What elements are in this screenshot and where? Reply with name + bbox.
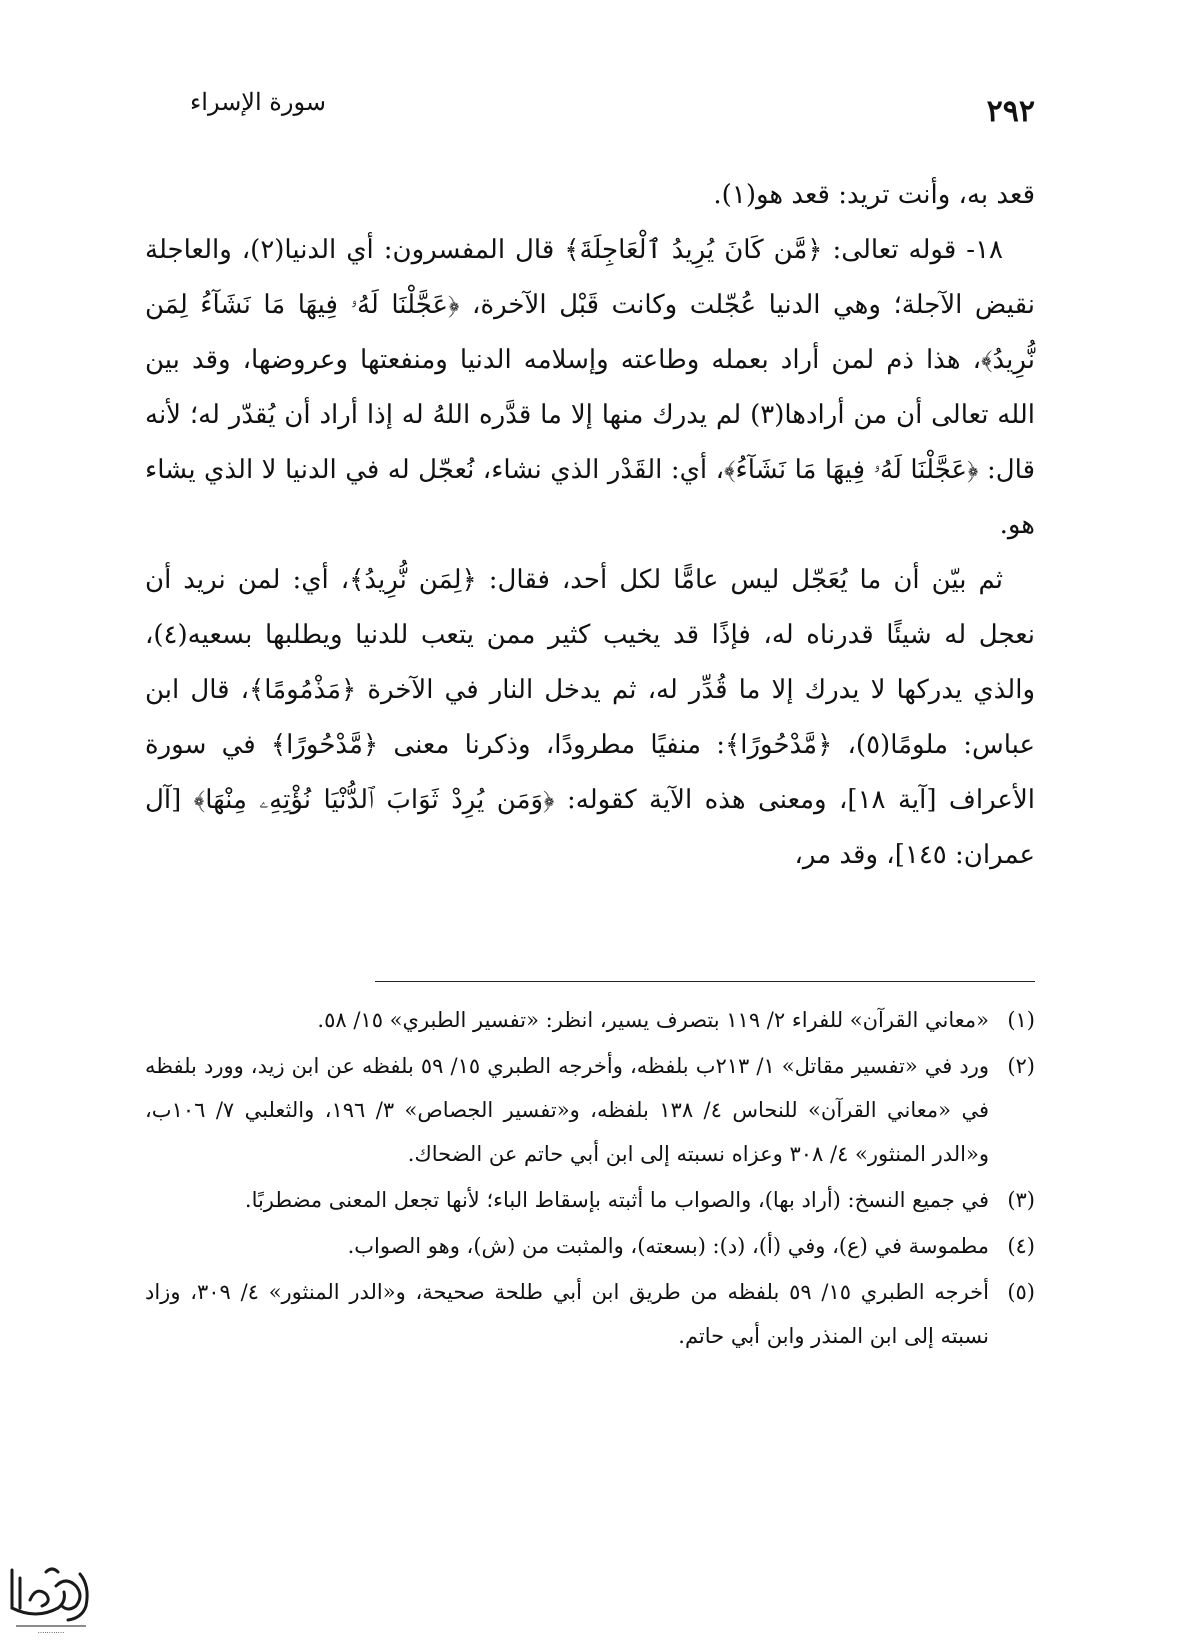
footnote: [145, 1044, 1035, 1176]
footnote-text: مطموسة في (ع)، وفي (أ)، (د): (بسعته)، والمثبت من (ش)، وهو الصواب.: [347, 1234, 989, 1258]
footnote-number: (٣): [1007, 1188, 1035, 1212]
footnote-number: (٥): [1007, 1280, 1035, 1304]
footnote-text: «معاني القرآن» للفراء ٢/ ١١٩ بتصرف يسير، انظر: «تفسير الطبري» ١٥/ ٥٨.: [317, 1008, 989, 1032]
paragraph: قعد به، وأنت تريد: قعد هو(١).: [713, 180, 1035, 210]
page-number: ٢٩٢: [986, 94, 1035, 129]
footnote-number: (٤): [1007, 1234, 1035, 1258]
svg-text:............: ............: [37, 1627, 65, 1635]
paragraph: ١٨- قوله تعالى: ﴿مَّن كَانَ يُرِيدُ ٱلْعَاجِلَةَ﴾ قال المفسرون: أي الدنيا(٢)، والعاجلة نقيض الآجلة؛ وهي الدنيا عُجّلت وكانت قَبْل الآخرة، ﴿عَجَّلْنَا لَهُۥ فِيهَا مَا نَشَآءُ لِمَن نُّرِيدُ﴾، هذا ذم لمن أراد بعمله وطاعته وإسلامه الدنيا ومنفعتها وعروضها، وقد بين الله تعالى أن من أرادها(٣) لم يدرك منها إلا ما قدَّره اللهُ له إذا أراد أن يُقدّر له؛ لأنه قال: ﴿عَجَّلْنَا لَهُۥ فِيهَا مَا نَشَآءُ﴾، أي: القَدْر الذي نشاء، نُعجّل له في الدنيا لا الذي يشاء هو.: [145, 235, 1035, 540]
running-title: سورة الإسراء: [190, 88, 326, 116]
footnote-number: (٢): [1007, 1054, 1035, 1078]
footnote: [145, 1224, 1035, 1268]
main-text: [145, 168, 1035, 883]
footnote-text: في جميع النسخ: (أراد بها)، والصواب ما أثبته بإسقاط الباء؛ لأنها تجعل المعنى مضطربًا.: [244, 1188, 989, 1212]
page-header: [190, 88, 1035, 138]
footnote-text: أخرجه الطبري ١٥/ ٥٩ بلفظه من طريق ابن أبي طلحة صحيحة، و«الدر المنثور» ٤/ ٣٠٩، وزاد نسبته إلى ابن المنذر وابن أبي حاتم.: [145, 1280, 989, 1348]
footnote: [145, 1178, 1035, 1222]
footnote: [145, 1270, 1035, 1358]
footnotes: [145, 998, 1035, 1360]
paragraph: ثم بيّن أن ما يُعَجّل ليس عامًّا لكل أحد، فقال: ﴿لِمَن نُّرِيدُ﴾، أي: لمن نريد أن نعجل له شيئًا قدرناه له، فإذًا قد يخيب كثير ممن يتعب للدنيا ويطلبها بسعيه(٤)، والذي يدركها لا يدرك إلا ما قُدِّر له، ثم يدخل النار في الآخرة ﴿مَذْمُومًا﴾، قال ابن عباس: ملومًا(٥)، ﴿مَّدْحُورًا﴾: منفيًا مطرودًا، وذكرنا معنى ﴿مَّدْحُورًا﴾ في سورة الأعراف [آية ١٨]، ومعنى هذه الآية كقوله: ﴿وَمَن يُرِدْ ثَوَابَ ٱلدُّنْيَا نُؤْتِهِۦ مِنْهَا﴾ [آل عمران: ١٤٥]، وقد مر،: [145, 565, 1035, 870]
footnote-text: ورد في «تفسير مقاتل» ١/ ٢١٣ب بلفظه، وأخرجه الطبري ١٥/ ٥٩ بلفظه عن ابن زيد، وورد بلفظه في «معاني القرآن» للنحاس ٤/ ١٣٨ بلفظه، و«تفسير الجصاص» ٣/ ١٩٦، والثعلبي ٧/ ١٠٦ب، و«الدر المنثور» ٤/ ٣٠٨ وعزاه نسبته إلى ابن أبي حاتم عن الضحاك.: [145, 1054, 989, 1166]
footnote: [145, 998, 1035, 1042]
footnote-number: (١): [1007, 1008, 1035, 1032]
footnote-separator: [375, 981, 1035, 982]
watermark-logo: [6, 1556, 96, 1636]
